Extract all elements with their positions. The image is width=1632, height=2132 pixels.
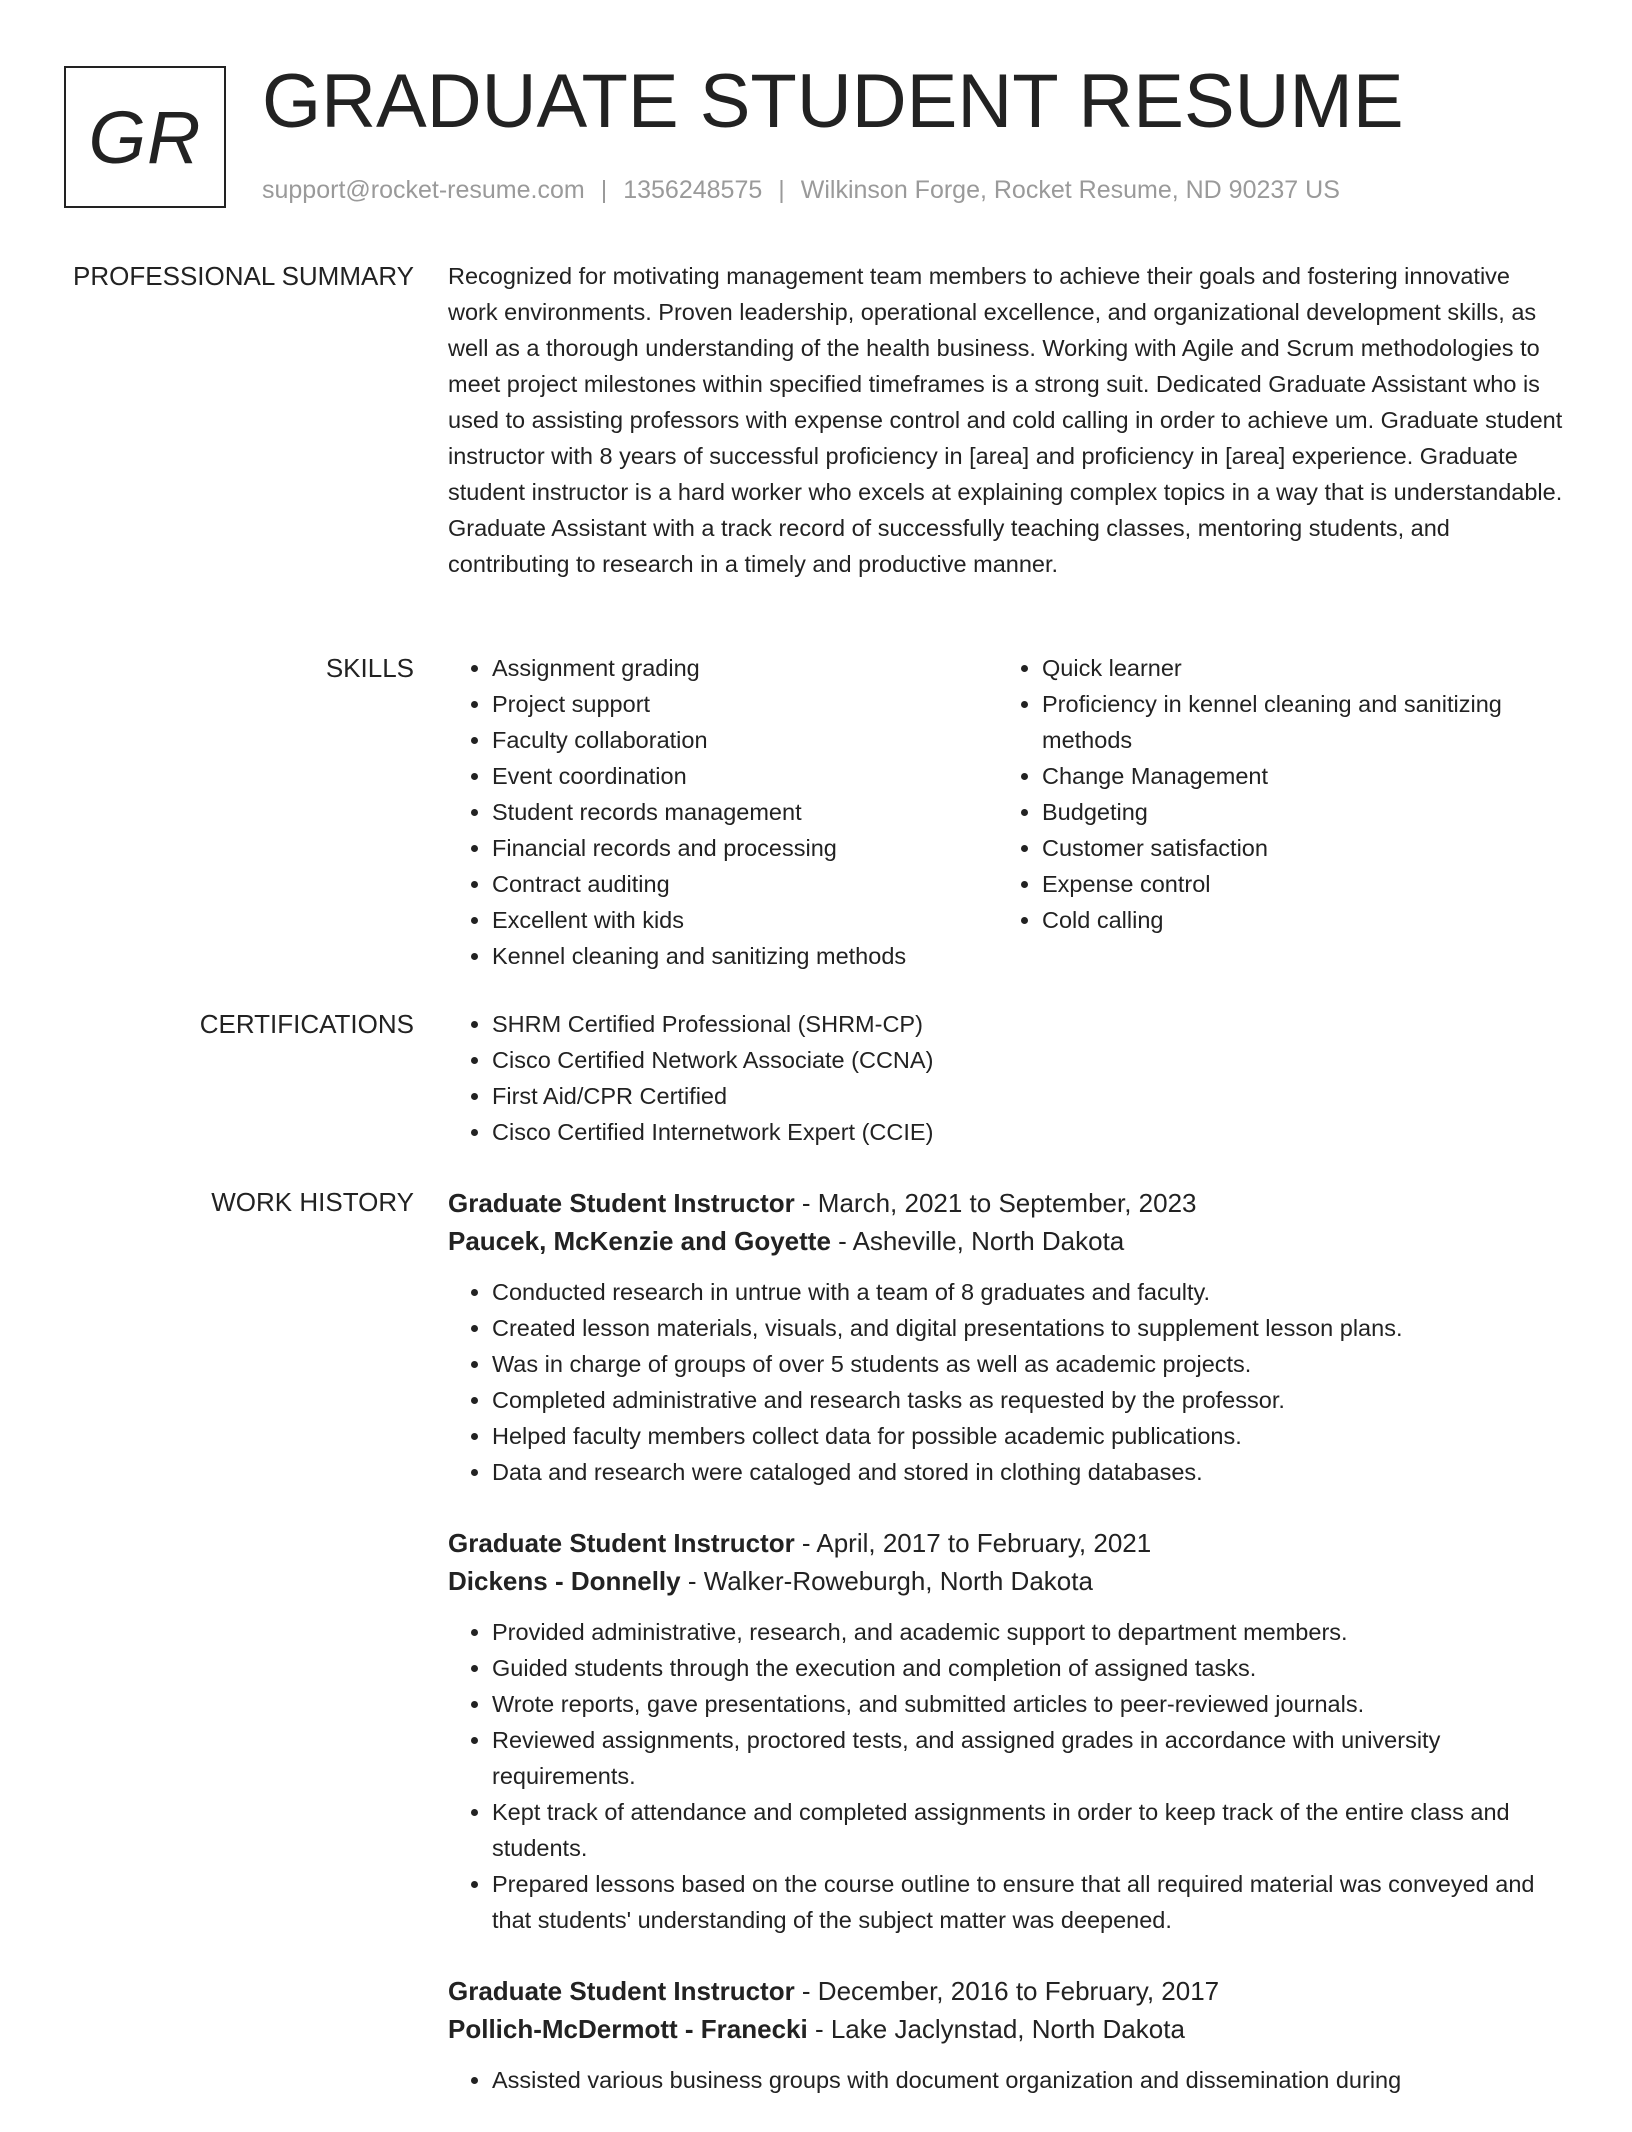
resume-title: GRADUATE STUDENT RESUME xyxy=(262,59,1404,144)
job-title-line xyxy=(448,1972,1566,2010)
job-duty-item: • Provided administrative, research, and academic support to department members. xyxy=(492,1614,1566,1650)
contact-phone: 1356248575 xyxy=(623,176,763,204)
job-company-line xyxy=(448,2010,1566,2048)
job-duties-list xyxy=(448,2062,1566,2098)
contact-separator: | xyxy=(778,176,785,204)
skill-item: • Proficiency in kennel cleaning and sanitizing methods xyxy=(1042,686,1548,758)
job-duty-item: • Completed administrative and research tasks as requested by the professor. xyxy=(492,1382,1566,1418)
job-duty-item: • Wrote reports, gave presentations, and submitted articles to peer-reviewed journals. xyxy=(492,1686,1566,1722)
skill-item-list xyxy=(998,650,1548,938)
job-entry xyxy=(448,1972,1566,2098)
job-location: - Lake Jaclynstad, North Dakota xyxy=(807,2014,1185,2044)
summary-heading: PROFESSIONAL SUMMARY xyxy=(73,261,414,291)
skill-item: • Financial records and processing xyxy=(492,830,998,866)
job-location: - Asheville, North Dakota xyxy=(830,1226,1125,1256)
summary-body xyxy=(448,258,1566,582)
certifications-heading: CERTIFICATIONS xyxy=(199,1009,414,1039)
job-role: Graduate Student Instructor xyxy=(448,1188,795,1218)
work-history-heading: WORK HISTORY xyxy=(211,1187,414,1217)
job-dates: - December, 2016 to February, 2017 xyxy=(794,1976,1220,2006)
summary-text: Recognized for motivating management team members to achieve their goals and fostering innovative work environments. Proven leadership, operational excellence, and organizational development skills, as well as a thorough understanding of the health business. Working with Agile and Scrum methodologies to meet project milestones within specified timeframes is a strong suit. Dedicated Graduate Assistant who is used to assisting professors with expense control and cold calling in order to achieve um. Graduate student instructor with 8 years of successful proficiency in [area] and proficiency in [area] experience. Graduate student instructor is a hard worker who excels at explaining complex topics in a way that is understandable. Graduate Assistant with a track record of successfully teaching classes, mentoring students, and contributing to research in a timely and productive manner. xyxy=(448,263,1563,577)
skill-item: • Faculty collaboration xyxy=(492,722,998,758)
skill-item: • Project support xyxy=(492,686,998,722)
job-duty-item: • Prepared lessons based on the course outline to ensure that all required material was conveyed and that students' understanding of the subject matter was deepened. xyxy=(492,1866,1566,1938)
skill-item: • Change Management xyxy=(1042,758,1548,794)
job-entry xyxy=(448,1524,1566,1938)
skill-item: • Excellent with kids xyxy=(492,902,998,938)
certification-item-list xyxy=(448,1006,1566,1150)
job-duty-item: • Conducted research in untrue with a team of 8 graduates and faculty. xyxy=(492,1274,1566,1310)
skills-heading: SKILLS xyxy=(325,653,414,683)
job-duty-item: • Guided students through the execution and completion of assigned tasks. xyxy=(492,1650,1566,1686)
skills-body xyxy=(448,650,1566,974)
skill-item-list xyxy=(448,650,998,974)
job-role: Graduate Student Instructor xyxy=(448,1976,795,2006)
skill-item: • Quick learner xyxy=(1042,650,1548,686)
certification-item: • Cisco Certified Internetwork Expert (CCIE) xyxy=(492,1114,1566,1150)
certification-item: • SHRM Certified Professional (SHRM-CP) xyxy=(492,1006,1566,1042)
job-duty-item: • Kept track of attendance and completed assignments in order to keep track of the entire class and students. xyxy=(492,1794,1566,1866)
skill-item: • Assignment grading xyxy=(492,650,998,686)
job-duty-item: • Created lesson materials, visuals, and digital presentations to supplement lesson plans. xyxy=(492,1310,1566,1346)
skill-item: • Customer satisfaction xyxy=(1042,830,1548,866)
job-company: Pollich-McDermott - Franecki xyxy=(448,2014,808,2044)
job-company: Paucek, McKenzie and Goyette xyxy=(448,1226,831,1256)
job-title-line xyxy=(448,1524,1566,1562)
contact-separator: | xyxy=(600,176,608,204)
job-duties-list xyxy=(448,1274,1566,1490)
certification-item: • First Aid/CPR Certified xyxy=(492,1078,1566,1114)
job-role: Graduate Student Instructor xyxy=(448,1528,795,1558)
skills-column-left xyxy=(448,650,998,974)
job-company-line xyxy=(448,1222,1566,1260)
job-company: Dickens - Donnelly xyxy=(448,1566,681,1596)
job-entry xyxy=(448,1184,1566,1490)
certification-item: • Cisco Certified Network Associate (CCNA) xyxy=(492,1042,1566,1078)
job-duty-item: • Was in charge of groups of over 5 students as well as academic projects. xyxy=(492,1346,1566,1382)
skill-item: • Expense control xyxy=(1042,866,1548,902)
job-duty-item: • Assisted various business groups with document organization and dissemination during xyxy=(492,2062,1566,2098)
monogram-logo: GR xyxy=(64,66,226,208)
job-duty-item: • Reviewed assignments, proctored tests, and assigned grades in accordance with university requirements. xyxy=(492,1722,1566,1794)
skills-column-right xyxy=(998,650,1548,974)
job-title-line xyxy=(448,1184,1566,1222)
contact-line xyxy=(262,176,1340,205)
contact-address: Wilkinson Forge, Rocket Resume, ND 90237 US xyxy=(800,176,1340,204)
skill-item: • Event coordination xyxy=(492,758,998,794)
work-history-body xyxy=(448,1184,1566,2132)
job-duties-list xyxy=(448,1614,1566,1938)
job-dates: - April, 2017 to February, 2021 xyxy=(794,1528,1152,1558)
job-company-line xyxy=(448,1562,1566,1600)
job-dates: - March, 2021 to September, 2023 xyxy=(794,1188,1197,1218)
job-duty-item: • Data and research were cataloged and stored in clothing databases. xyxy=(492,1454,1566,1490)
skill-item: • Contract auditing xyxy=(492,866,998,902)
job-location: - Walker-Roweburgh, North Dakota xyxy=(680,1566,1093,1596)
contact-email: support@rocket-resume.com xyxy=(262,176,585,204)
skill-item: • Budgeting xyxy=(1042,794,1548,830)
job-duty-item: • Helped faculty members collect data for possible academic publications. xyxy=(492,1418,1566,1454)
skill-item: • Cold calling xyxy=(1042,902,1548,938)
skill-item: • Student records management xyxy=(492,794,998,830)
skill-item: • Kennel cleaning and sanitizing methods xyxy=(492,938,998,974)
certifications-body xyxy=(448,1006,1566,1150)
